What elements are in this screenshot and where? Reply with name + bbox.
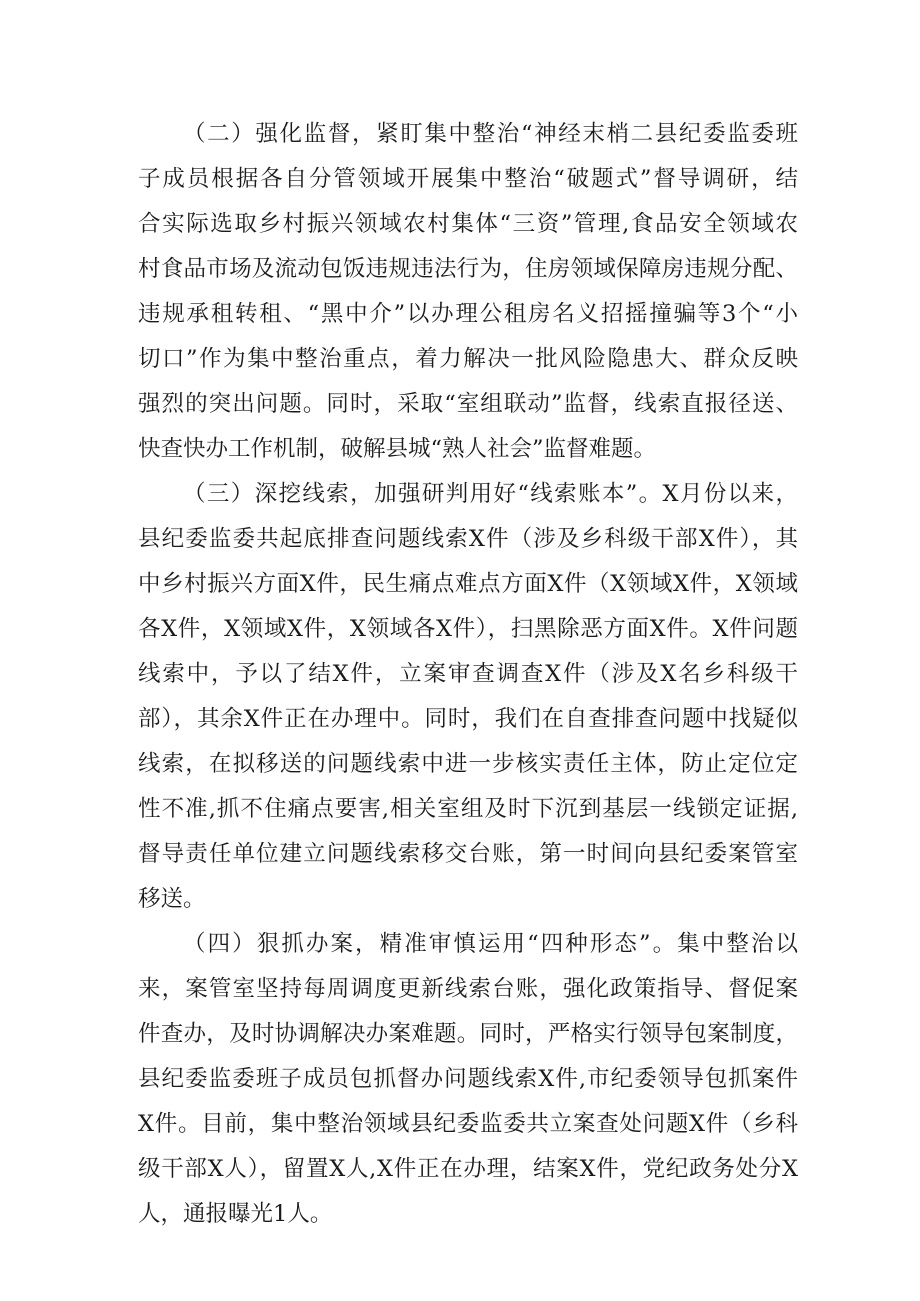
line-text: 强烈的突出问题。同时，采取“室组联动”监督，线索直报径送、 bbox=[138, 391, 800, 417]
line-text: 切口”作为集中整治重点，着力解决一批风险隐患大、群众反映 bbox=[138, 346, 800, 372]
line-text: 中乡村振兴方面X件，民生痛点难点方面X件（X领域X件，X领域 bbox=[138, 571, 799, 597]
line-text: （四）狠抓办案，精准审慎运用“四种形态”。集中整治以 bbox=[183, 931, 801, 957]
line-text: 部），其余X件正在办理中。同时，我们在自查排查问题中找疑似 bbox=[138, 706, 799, 732]
text-line bbox=[138, 337, 798, 382]
line-text: 快查快办工作机制，破解县城“熟人社会”监督难题。 bbox=[138, 436, 657, 462]
line-text: 村食品市场及流动包饭违规违法行为，住房领域保障房违规分配、 bbox=[138, 256, 799, 282]
paragraph-2 bbox=[138, 112, 798, 472]
line-text: 县纪委监委班子成员包抓督办问题线索X件,市纪委领导包抓案件 bbox=[138, 1066, 800, 1092]
line-text: 违规承租转租、“黑中介”以办理公租房名义招摇撞骗等3个“小 bbox=[138, 301, 800, 327]
document-body bbox=[138, 112, 801, 1237]
line-text: 合实际选取乡村振兴领域农村集体“三资”管理,食品安全领域农 bbox=[138, 211, 800, 237]
text-line bbox=[138, 1102, 798, 1147]
line-text: 来，案管室坚持每周调度更新线索台账，强化政策指导、督促案 bbox=[138, 976, 800, 1002]
text-line bbox=[138, 517, 798, 562]
text-line bbox=[138, 652, 798, 697]
line-text: 线索中，予以了结X件，立案审查调查X件（涉及X名乡科级干 bbox=[138, 661, 800, 687]
text-line bbox=[138, 832, 798, 877]
line-text: （二）强化监督，紧盯集中整治“神经末梢二县纪委监委班 bbox=[183, 121, 800, 147]
text-line bbox=[138, 742, 798, 787]
text-line bbox=[138, 157, 798, 202]
text-line bbox=[138, 247, 798, 292]
text-line bbox=[138, 1192, 798, 1237]
text-line bbox=[138, 1147, 798, 1192]
text-line bbox=[138, 607, 798, 652]
text-line bbox=[138, 112, 798, 157]
text-line bbox=[138, 1057, 798, 1102]
text-line bbox=[138, 292, 798, 337]
line-text: 件查办，及时协调解决办案难题。同时，严格实行领导包案制度， bbox=[138, 1021, 799, 1047]
paragraph-4 bbox=[138, 922, 801, 1237]
text-line bbox=[138, 922, 801, 967]
line-text: 级干部X人），留置X人,X件正在办理，结案X件，党纪政务处分X bbox=[138, 1156, 799, 1182]
text-line bbox=[138, 382, 798, 427]
line-text: 性不准,抓不住痛点要害,相关室组及时下沉到基层一线锁定证据, bbox=[138, 796, 800, 822]
text-line bbox=[138, 787, 798, 832]
line-text: （三）深挖线索，加强研判用好“线索账本”。X月份以来， bbox=[183, 481, 800, 507]
line-text: 子成员根据各自分管领域开展集中整治“破题式”督导调研，结 bbox=[138, 166, 800, 192]
text-line bbox=[138, 877, 798, 922]
text-line bbox=[138, 472, 798, 517]
text-line bbox=[138, 1012, 798, 1057]
line-text: X件。目前，集中整治领域县纪委监委共立案查处问题X件（乡科 bbox=[138, 1111, 799, 1137]
line-text: 督导责任单位建立问题线索移交台账，第一时间向县纪委案管室 bbox=[138, 841, 800, 867]
text-line bbox=[138, 967, 798, 1012]
line-text: 人，通报曝光1人。 bbox=[138, 1201, 333, 1227]
line-text: 县纪委监委共起底排查问题线索X件（涉及乡科级干部X件），其 bbox=[138, 526, 800, 552]
line-text: 各X件，X领域X件，X领域各X件），扫黑除恶方面X件。X件问题 bbox=[138, 616, 799, 642]
text-line bbox=[138, 562, 798, 607]
line-text: 移送。 bbox=[138, 886, 206, 912]
text-line bbox=[138, 202, 798, 247]
text-line bbox=[138, 697, 798, 742]
paragraph-3 bbox=[138, 472, 798, 922]
text-line bbox=[138, 427, 798, 472]
line-text: 线索，在拟移送的问题线索中进一步核实责任主体，防止定位定 bbox=[138, 751, 800, 777]
